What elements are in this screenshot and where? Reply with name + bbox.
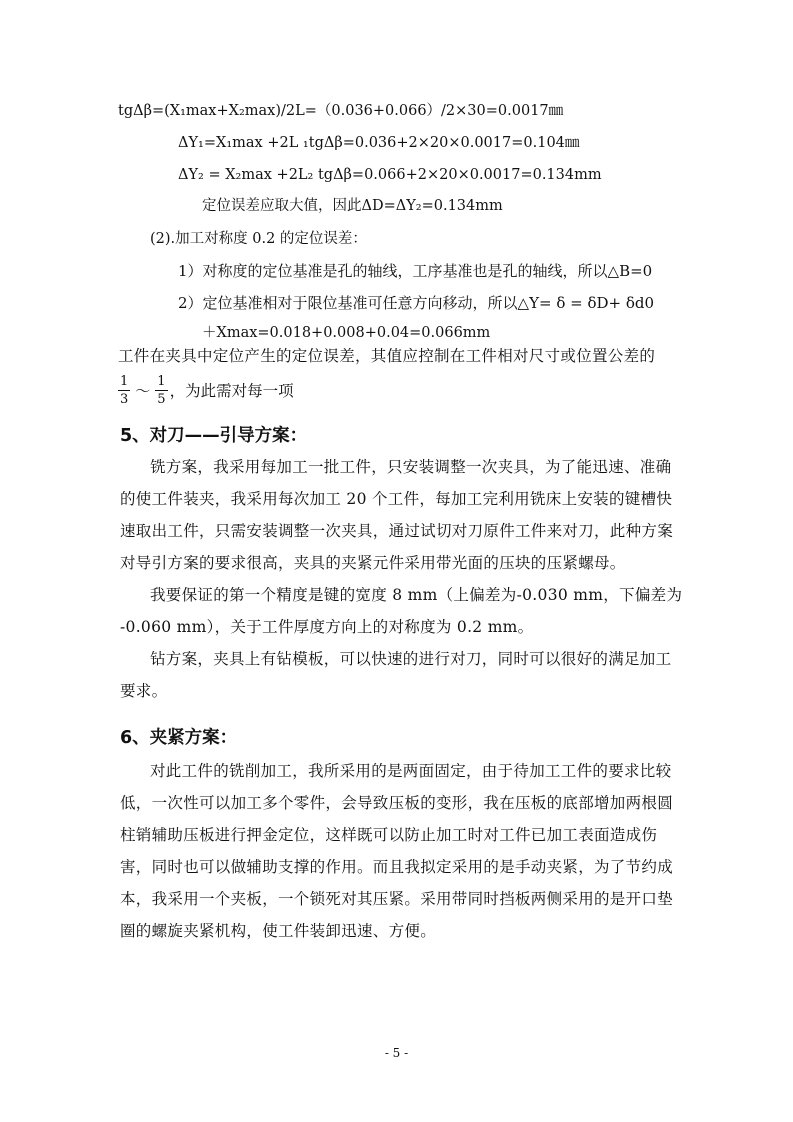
formula-conclusion: 定位误差应取大值，因此ΔD=ΔY₂=0.134mm: [202, 198, 503, 214]
section-6-p1-line-3: 柱销辅助压板进行押金定位，这样既可以防止加工时对工件已加工表面造成伤: [120, 826, 658, 844]
section-6-p1-line-5: 本，我采用一个夹板，一个锁死对其压紧。采用带同时挡板两侧采用的是开口垫: [120, 890, 674, 908]
range-tilde: ～: [135, 381, 151, 400]
formula-delta-y2: ΔY₂ = X₂max +2L₂ tgΔβ=0.066+2×20×0.0017=0.134mm: [178, 167, 602, 183]
section-6-p1-line-2: 低，一次性可以加工多个零件，会导致压板的变形，我在压板的底部增加两根圆: [120, 794, 674, 812]
section-5-p2-line-2: -0.060 mm），关于工件厚度方向上的对称度为 0.2 mm。: [120, 618, 534, 636]
section-5-p1-line-4: 对导引方案的要求很高，夹具的夹紧元件采用带光面的压块的压紧螺母。: [120, 554, 626, 572]
note-line-1: 工件在夹具中定位产生的定位误差，其值应控制在工件相对尺寸或位置公差的: [118, 347, 656, 365]
section-5-p3-line-2: 要求。: [120, 682, 168, 700]
fraction-denominator: 3: [120, 391, 129, 407]
section-6-heading: 6、夹紧方案：: [120, 728, 238, 748]
symmetry-item-2: 2）定位基准相对于限位基准可任意方向移动，所以△Y= δ = δD+ δd0: [178, 294, 655, 312]
section-5-p2-line-1: 我要保证的第一个精度是键的宽度 8 mm（上偏差为-0.030 mm，下偏差为: [150, 586, 683, 604]
section-5-p1-line-3: 速取出工件，只需安装调整一次夹具，通过试切对刀原件工件来对刀，此种方案: [120, 522, 674, 540]
note-fraction-line: [118, 368, 294, 412]
symmetry-title: (2).加工对称度 0.2 的定位误差：: [150, 231, 367, 247]
section-5-p3-line-1: 钻方案，夹具上有钻模板，可以快速的进行对刀，同时可以很好的满足加工: [150, 650, 672, 668]
section-5-p1-line-2: 的使工件装夹，我采用每次加工 20 个工件，每加工完利用铣床上安装的键槽快: [120, 490, 673, 508]
note-line-2-tail: ，为此需对每一项: [169, 382, 294, 400]
symmetry-item-1: 1）对称度的定位基准是孔的轴线，工序基准也是孔的轴线，所以△B=0: [178, 262, 653, 280]
formula-tg-delta-beta: tgΔβ=(X₁max+X₂max)/2L=（0.036+0.066）/2×30=0.0017㎜: [118, 103, 564, 119]
section-5-heading: 5、对刀——引导方案：: [120, 426, 308, 446]
fraction-numerator: 1: [157, 373, 166, 389]
fraction-numerator: 1: [120, 373, 129, 389]
fraction-one-fifth: [155, 374, 167, 407]
section-5-p1-line-1: 铣方案，我采用每加工一批工件，只安装调整一次夹具，为了能迅速、准确: [150, 458, 672, 476]
page-number: - 5 -: [384, 1046, 409, 1060]
fraction-one-third: [118, 374, 130, 407]
section-6-p1-line-4: 害，同时也可以做辅助支撑的作用。而且我拟定采用的是手动夹紧，为了节约成: [120, 858, 674, 876]
formula-delta-y1: ΔY₁=X₁max +2L ₁tgΔβ=0.036+2×20×0.0017=0.104㎜: [178, 135, 580, 151]
section-6-p1-line-6: 圈的螺旋夹紧机构，使工件装卸迅速、方便。: [120, 922, 437, 940]
fraction-denominator: 5: [157, 391, 166, 407]
symmetry-item-2-continued: ＋Xmax=0.018+0.008+0.04=0.066mm: [202, 325, 491, 341]
section-6-p1-line-1: 对此工件的铣削加工，我所采用的是两面固定，由于待加工工件的要求比较: [150, 762, 672, 780]
